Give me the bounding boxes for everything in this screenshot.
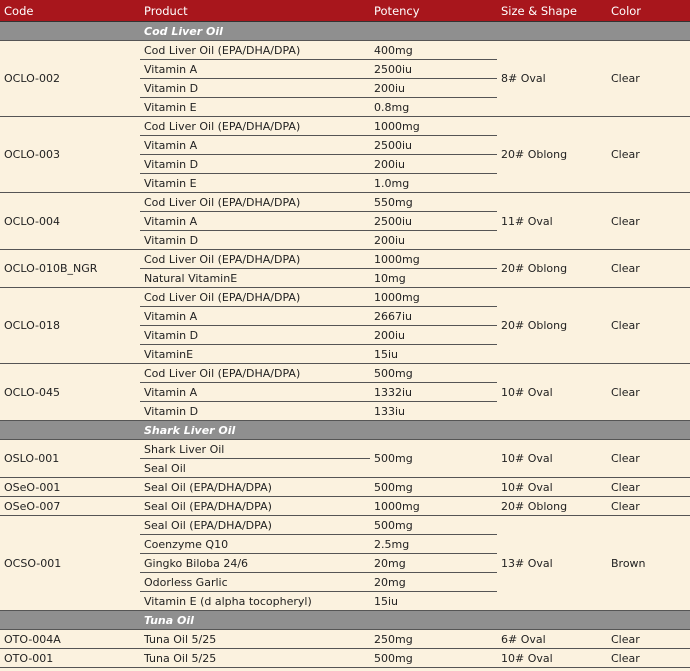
code-cell: OTO-001 xyxy=(0,649,140,668)
product-cell: Vitamin E (d alpha tocopheryl) xyxy=(140,592,370,611)
category-row xyxy=(0,22,690,41)
potency-cell: 10mg xyxy=(370,269,497,288)
product-cell: Cod Liver Oil (EPA/DHA/DPA) xyxy=(140,193,370,212)
size-shape-cell: 10# Oval xyxy=(497,649,607,668)
code-cell: OCLO-010B_NGR xyxy=(0,250,140,288)
potency-cell: 1000mg xyxy=(370,288,497,307)
code-cell: OSeO-007 xyxy=(0,497,140,516)
table-row xyxy=(0,364,690,383)
color-cell: Clear xyxy=(607,649,690,668)
potency-cell: 1000mg xyxy=(370,497,497,516)
product-cell: Seal Oil (EPA/DHA/DPA) xyxy=(140,516,370,535)
table-row xyxy=(0,41,690,60)
header-size-shape: Size & Shape xyxy=(497,0,607,22)
category-spacer xyxy=(0,611,140,630)
potency-cell: 1000mg xyxy=(370,117,497,136)
category-row xyxy=(0,611,690,630)
color-cell: Clear xyxy=(607,117,690,193)
size-shape-cell: 13# Oval xyxy=(497,516,607,611)
size-shape-cell: 6# Oval xyxy=(497,630,607,649)
product-cell: Tuna Oil 5/25 xyxy=(140,630,370,649)
color-cell: Brown xyxy=(607,516,690,611)
size-shape-cell: 8# Oval xyxy=(497,41,607,117)
table-row xyxy=(0,440,690,459)
product-cell: Seal Oil xyxy=(140,459,370,478)
potency-cell: 200iu xyxy=(370,326,497,345)
header-product: Product xyxy=(140,0,370,22)
potency-cell: 0.8mg xyxy=(370,98,497,117)
product-cell: Vitamin D xyxy=(140,231,370,250)
product-cell: Tuna Oil 5/25 xyxy=(140,649,370,668)
product-cell: Vitamin D xyxy=(140,155,370,174)
product-cell: Cod Liver Oil (EPA/DHA/DPA) xyxy=(140,41,370,60)
color-cell: Clear xyxy=(607,288,690,364)
potency-cell: 400mg xyxy=(370,41,497,60)
color-cell: Clear xyxy=(607,250,690,288)
product-cell: Vitamin A xyxy=(140,383,370,402)
size-shape-cell: 20# Oblong xyxy=(497,117,607,193)
table-row xyxy=(0,250,690,269)
potency-cell: 500mg xyxy=(370,478,497,497)
potency-cell: 500mg xyxy=(370,649,497,668)
table-row xyxy=(0,516,690,535)
potency-cell: 1.0mg xyxy=(370,174,497,193)
table-row xyxy=(0,117,690,136)
header-code: Code xyxy=(0,0,140,22)
table-row xyxy=(0,630,690,649)
potency-cell: 1332iu xyxy=(370,383,497,402)
product-cell: Odorless Garlic xyxy=(140,573,370,592)
table-row xyxy=(0,478,690,497)
product-cell: Vitamin D xyxy=(140,79,370,98)
potency-cell: 500mg xyxy=(370,516,497,535)
table-row xyxy=(0,288,690,307)
category-spacer xyxy=(0,22,140,41)
code-cell: OSeO-001 xyxy=(0,478,140,497)
category-row xyxy=(0,421,690,440)
table-row xyxy=(0,649,690,668)
color-cell: Clear xyxy=(607,364,690,421)
product-cell: Cod Liver Oil (EPA/DHA/DPA) xyxy=(140,117,370,136)
potency-cell: 200iu xyxy=(370,231,497,250)
code-cell: OCLO-003 xyxy=(0,117,140,193)
category-label: Tuna Oil xyxy=(140,611,690,630)
color-cell: Clear xyxy=(607,440,690,478)
product-cell: Vitamin E xyxy=(140,174,370,193)
category-label: Shark Liver Oil xyxy=(140,421,690,440)
product-cell: Cod Liver Oil (EPA/DHA/DPA) xyxy=(140,288,370,307)
code-cell: OCLO-045 xyxy=(0,364,140,421)
potency-cell: 500mg xyxy=(370,440,497,478)
table-row xyxy=(0,497,690,516)
potency-cell: 200iu xyxy=(370,155,497,174)
product-cell: Vitamin A xyxy=(140,60,370,79)
header-potency: Potency xyxy=(370,0,497,22)
product-cell: Seal Oil (EPA/DHA/DPA) xyxy=(140,497,370,516)
size-shape-cell: 20# Oblong xyxy=(497,250,607,288)
size-shape-cell: 11# Oval xyxy=(497,193,607,250)
code-cell: OCLO-002 xyxy=(0,41,140,117)
size-shape-cell: 20# Oblong xyxy=(497,497,607,516)
code-cell: OCSO-001 xyxy=(0,516,140,611)
potency-cell: 15iu xyxy=(370,592,497,611)
table-body xyxy=(0,22,690,668)
color-cell: Clear xyxy=(607,497,690,516)
header-color: Color xyxy=(607,0,690,22)
potency-cell: 20mg xyxy=(370,554,497,573)
color-cell: Clear xyxy=(607,193,690,250)
code-cell: OCLO-018 xyxy=(0,288,140,364)
product-cell: Coenzyme Q10 xyxy=(140,535,370,554)
size-shape-cell: 10# Oval xyxy=(497,478,607,497)
product-cell: Vitamin D xyxy=(140,326,370,345)
product-cell: Cod Liver Oil (EPA/DHA/DPA) xyxy=(140,250,370,269)
code-cell: OCLO-004 xyxy=(0,193,140,250)
product-cell: Seal Oil (EPA/DHA/DPA) xyxy=(140,478,370,497)
product-cell: Vitamin A xyxy=(140,136,370,155)
product-cell: Vitamin E xyxy=(140,98,370,117)
potency-cell: 1000mg xyxy=(370,250,497,269)
potency-cell: 550mg xyxy=(370,193,497,212)
potency-cell: 250mg xyxy=(370,630,497,649)
potency-cell: 133iu xyxy=(370,402,497,421)
size-shape-cell: 10# Oval xyxy=(497,440,607,478)
product-cell: Natural VitaminE xyxy=(140,269,370,288)
product-cell: Vitamin D xyxy=(140,402,370,421)
product-cell: Cod Liver Oil (EPA/DHA/DPA) xyxy=(140,364,370,383)
table-row xyxy=(0,193,690,212)
potency-cell: 2.5mg xyxy=(370,535,497,554)
product-cell: Vitamin A xyxy=(140,212,370,231)
potency-cell: 2500iu xyxy=(370,212,497,231)
category-spacer xyxy=(0,421,140,440)
color-cell: Clear xyxy=(607,630,690,649)
size-shape-cell: 20# Oblong xyxy=(497,288,607,364)
category-label: Cod Liver Oil xyxy=(140,22,690,41)
product-cell: Vitamin A xyxy=(140,307,370,326)
product-cell: Shark Liver Oil xyxy=(140,440,370,459)
color-cell: Clear xyxy=(607,41,690,117)
potency-cell: 200iu xyxy=(370,79,497,98)
product-cell: VitaminE xyxy=(140,345,370,364)
potency-cell: 2500iu xyxy=(370,60,497,79)
potency-cell: 15iu xyxy=(370,345,497,364)
potency-cell: 20mg xyxy=(370,573,497,592)
potency-cell: 2500iu xyxy=(370,136,497,155)
header-row xyxy=(0,0,690,22)
potency-cell: 500mg xyxy=(370,364,497,383)
product-cell: Gingko Biloba 24/6 xyxy=(140,554,370,573)
code-cell: OTO-004A xyxy=(0,630,140,649)
color-cell: Clear xyxy=(607,478,690,497)
size-shape-cell: 10# Oval xyxy=(497,364,607,421)
potency-cell: 2667iu xyxy=(370,307,497,326)
code-cell: OSLO-001 xyxy=(0,440,140,478)
